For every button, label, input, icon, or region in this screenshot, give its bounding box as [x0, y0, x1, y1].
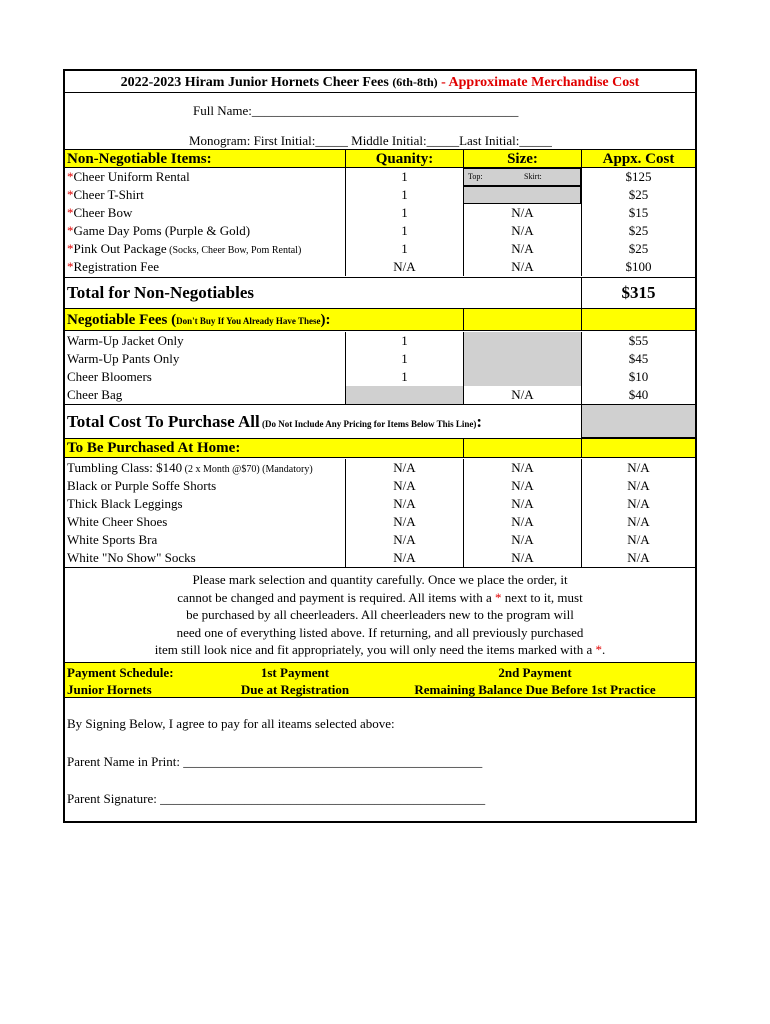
- item-size: N/A: [463, 495, 581, 513]
- required-star: *: [67, 187, 74, 202]
- total-all-label: Total Cost To Purchase All: [67, 412, 260, 431]
- total-non-negotiables-label: Total for Non-Negotiables: [67, 283, 254, 302]
- total-non-negotiables-row: [65, 277, 695, 309]
- item-name: Warm-Up Jacket Only: [67, 333, 184, 348]
- total-all-input[interactable]: [581, 405, 695, 438]
- title-main: 2022-2023 Hiram Junior Hornets Cheer Fees: [120, 75, 389, 90]
- parent-name-field[interactable]: Parent Name in Print: ______________________________________________: [67, 754, 483, 769]
- payment-label: Payment Schedule:: [67, 665, 174, 680]
- first-payment: 1st Payment: [260, 665, 330, 680]
- required-star: *: [491, 589, 505, 605]
- title-separator: -: [437, 75, 449, 90]
- size-input[interactable]: [463, 350, 581, 368]
- item-note: (Socks, Cheer Bow, Pom Rental): [166, 245, 302, 256]
- item-cost: N/A: [581, 549, 695, 567]
- notice-line: Please mark selection and quantity carefully. Once we place the order, it: [192, 572, 568, 587]
- table-row: [65, 258, 695, 276]
- item-size: N/A: [463, 386, 581, 404]
- item-size: N/A: [463, 459, 581, 477]
- item-qty[interactable]: 1: [345, 204, 463, 222]
- item-qty: N/A: [345, 495, 463, 513]
- item-name: Cheer T-Shirt: [73, 187, 144, 202]
- table-row: [65, 531, 695, 549]
- table-row: [65, 477, 695, 495]
- non-negotiable-label: Non-Negotiable Items:: [67, 151, 212, 167]
- parent-signature-field[interactable]: Parent Signature: __________________________________________________: [67, 791, 486, 806]
- full-name-field[interactable]: Full Name:_________________________________________: [193, 103, 519, 118]
- size-input[interactable]: [463, 368, 581, 386]
- title-red: Approximate Merchandise Cost: [448, 75, 640, 90]
- item-cost: $25: [581, 240, 695, 258]
- required-star: *: [67, 259, 74, 274]
- item-qty[interactable]: N/A: [345, 258, 463, 276]
- notice-line: .: [601, 642, 606, 657]
- item-size: N/A: [463, 204, 581, 222]
- first-payment-due: Due at Registration: [240, 682, 350, 697]
- item-cost: N/A: [581, 495, 695, 513]
- required-star: *: [592, 642, 602, 657]
- item-cost: N/A: [581, 459, 695, 477]
- table-row: [65, 513, 695, 531]
- item-qty[interactable]: 1: [345, 222, 463, 240]
- table-row: [65, 549, 695, 567]
- divider: [65, 567, 695, 568]
- title-grades: (6th-8th): [392, 75, 438, 89]
- item-qty: N/A: [345, 531, 463, 549]
- item-qty[interactable]: 1: [345, 240, 463, 258]
- notice-line: item still look nice and fit appropriately, you will only need the items marked with a: [154, 642, 593, 657]
- home-header: [65, 438, 695, 458]
- required-star: *: [67, 169, 74, 184]
- item-cost: N/A: [581, 531, 695, 549]
- item-qty[interactable]: 1: [345, 186, 463, 204]
- item-name: Warm-Up Pants Only: [67, 351, 180, 366]
- item-note: (2 x Month @$70) (Mandatory): [182, 464, 313, 475]
- agreement-text: By Signing Below, I agree to pay for all iteams selected above:: [67, 716, 395, 731]
- item-name: Cheer Bag: [67, 387, 123, 402]
- table-row: [65, 459, 695, 477]
- table-row: [65, 368, 695, 386]
- item-cost: $10: [581, 368, 695, 386]
- total-all-row: [65, 404, 695, 438]
- notice-line: next to it, must: [504, 589, 583, 605]
- monogram-field[interactable]: Monogram: First Initial:_____ Middle Initial:_____Last Initial:_____: [189, 133, 552, 148]
- item-cost: $25: [581, 186, 695, 204]
- item-qty[interactable]: 1: [345, 350, 463, 368]
- item-qty: N/A: [345, 549, 463, 567]
- notice-line: be purchased by all cheerleaders. All cheerleaders new to the program will: [186, 607, 574, 622]
- item-qty: N/A: [345, 513, 463, 531]
- table-row: [65, 332, 695, 350]
- table-row: [65, 240, 695, 258]
- item-cost: $55: [581, 332, 695, 350]
- item-name: Pink Out Package: [73, 241, 167, 256]
- cost-header: Appx. Cost: [581, 150, 695, 167]
- home-label: To Be Purchased At Home:: [67, 440, 241, 456]
- item-cost: $25: [581, 222, 695, 240]
- second-payment: 2nd Payment: [498, 665, 572, 680]
- table-row: [65, 204, 695, 222]
- table-row: [65, 222, 695, 240]
- item-name: White Sports Bra: [67, 532, 158, 547]
- table-row: [65, 186, 695, 204]
- item-size: N/A: [463, 477, 581, 495]
- table-row: [65, 350, 695, 368]
- item-name: Cheer Bow: [73, 205, 133, 220]
- item-qty[interactable]: 1: [345, 368, 463, 386]
- non-negotiable-header: [65, 149, 695, 168]
- size-top-label: Top:: [468, 172, 483, 181]
- item-name: Cheer Uniform Rental: [73, 169, 190, 184]
- required-star: *: [67, 241, 74, 256]
- item-cost: $100: [581, 258, 695, 276]
- item-size: N/A: [463, 222, 581, 240]
- item-size: N/A: [463, 549, 581, 567]
- item-name: Thick Black Leggings: [67, 496, 183, 511]
- item-name: White Cheer Shoes: [67, 514, 168, 529]
- item-cost: $45: [581, 350, 695, 368]
- item-qty: N/A: [345, 459, 463, 477]
- size-header: Size:: [463, 150, 581, 167]
- payment-team: Junior Hornets: [67, 682, 152, 697]
- size-input[interactable]: [463, 332, 581, 350]
- size-input[interactable]: [463, 186, 581, 204]
- negotiable-header: [65, 309, 695, 331]
- negotiable-label: Negotiable Fees (: [67, 312, 177, 328]
- item-cost: $40: [581, 386, 695, 404]
- qty-input[interactable]: [345, 386, 463, 404]
- notice-line: need one of everything listed above. If returning, and all previously purchased: [176, 624, 584, 640]
- item-name: Game Day Poms (Purple & Gold): [73, 223, 251, 238]
- required-star: *: [67, 223, 74, 238]
- notice-paragraph: [65, 571, 695, 659]
- item-cost: N/A: [581, 477, 695, 495]
- negotiable-label-end: ):: [320, 312, 331, 328]
- item-size: N/A: [463, 258, 581, 276]
- table-row: [65, 168, 695, 186]
- payment-schedule: [65, 662, 695, 698]
- cheer-fees-form: [63, 69, 697, 823]
- item-cost: $125: [581, 168, 695, 186]
- item-qty[interactable]: 1: [345, 332, 463, 350]
- item-name: Black or Purple Soffe Shorts: [67, 478, 217, 493]
- item-name: Cheer Bloomers: [67, 369, 152, 384]
- item-size: N/A: [463, 240, 581, 258]
- table-row: [65, 386, 695, 404]
- negotiable-note: Don't Buy If You Already Have These: [176, 316, 321, 326]
- item-name: Registration Fee: [73, 259, 160, 274]
- item-cost: N/A: [581, 513, 695, 531]
- total-all-note: (Do Not Include Any Pricing for Items Below This Line): [259, 419, 477, 429]
- item-qty[interactable]: 1: [345, 168, 463, 186]
- size-skirt-label: Skirt:: [524, 172, 542, 181]
- total-all-colon: :: [476, 412, 483, 431]
- size-select[interactable]: [463, 168, 581, 186]
- quantity-header: Quanity:: [345, 150, 463, 167]
- item-name: Tumbling Class: $140: [67, 460, 183, 475]
- second-payment-due: Remaining Balance Due Before 1st Practice: [414, 682, 656, 697]
- item-cost: $15: [581, 204, 695, 222]
- item-size: N/A: [463, 531, 581, 549]
- notice-line: cannot be changed and payment is required. All items with a: [177, 589, 492, 605]
- total-non-negotiables-value: $315: [581, 278, 695, 308]
- item-size: N/A: [463, 513, 581, 531]
- required-star: *: [67, 205, 74, 220]
- table-row: [65, 495, 695, 513]
- item-name: White "No Show" Socks: [67, 550, 196, 565]
- item-qty: N/A: [345, 477, 463, 495]
- form-title: [65, 71, 695, 93]
